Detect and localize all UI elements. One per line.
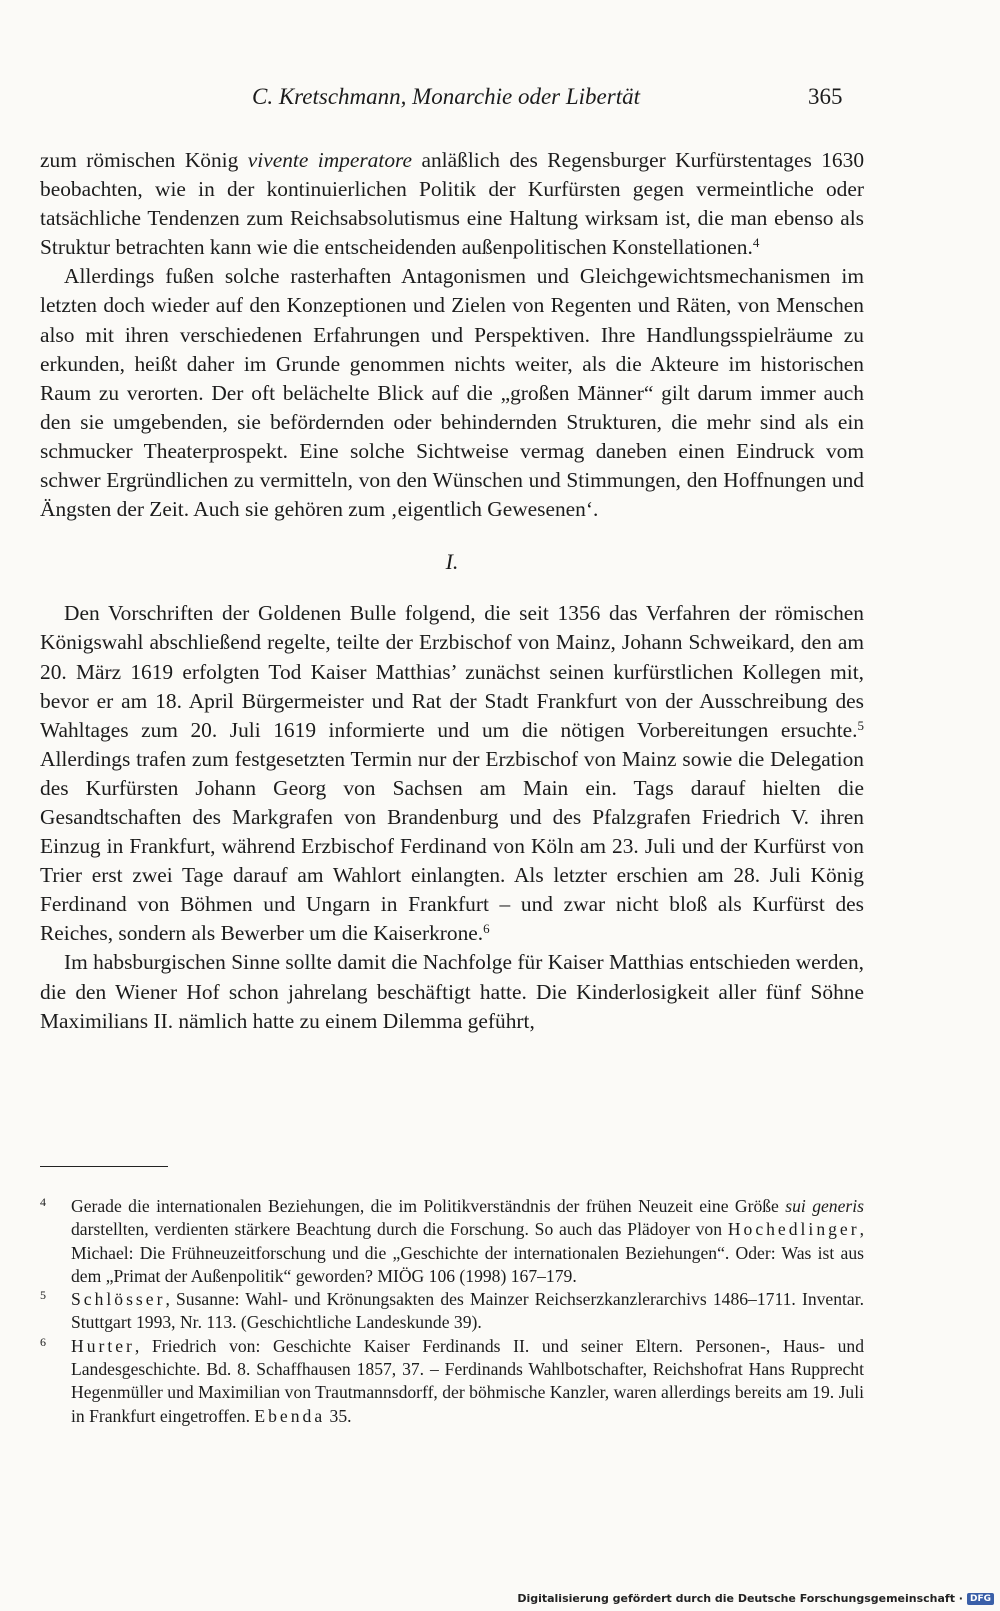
footnote-number: 6 xyxy=(40,1334,46,1349)
paragraph-4: Im habsburgischen Sinne sollte damit die Nachfolge für Kaiser Matthias entschieden werden, die den Wiener Hof schon jahrelang beschäftigt hatte. Die Kinderlosigkeit aller fünf Söhne Maximilians II. nämlich hatte zu einem Dilemma geführt, xyxy=(40,950,864,1033)
spaced-author-name: Schlösser xyxy=(71,1289,166,1310)
paragraph-3 xyxy=(40,599,864,948)
dfg-logo-icon: DFG xyxy=(967,1593,994,1605)
footnote-5 xyxy=(40,1288,864,1335)
paragraph-1 xyxy=(40,146,864,262)
text-run: 35. xyxy=(325,1405,352,1426)
footnote-separator xyxy=(40,1166,168,1167)
main-text xyxy=(40,146,864,1036)
text-run: zum römischen König xyxy=(40,148,248,172)
italic-phrase: sui generis xyxy=(785,1196,864,1216)
footnote-ref: 4 xyxy=(752,235,760,251)
footnote-number: 4 xyxy=(40,1195,46,1209)
digitization-credit xyxy=(517,1592,994,1605)
text-run: , Michael: Die Frühneuzeitforschung und die „Geschichte der internationalen Beziehungen“. Oder: Was ist aus dem „Primat der Außenpolitik“ geworden? MIÖG 106 (1998) 167–179. xyxy=(71,1219,864,1286)
footnote-ref: 6 xyxy=(483,921,490,937)
text-run: darstellten, verdienten stärkere Beachtung durch die Forschung. So auch das Plädoyer von xyxy=(71,1219,728,1240)
text-run: Den Vorschriften der Goldenen Bulle folgend, die seit 1356 das Verfahren der römischen Königswahl abschließend regelte, teilte der Erzbischof von Mainz, Johann Schweikard, den am 20. März 1619 erfolgten Tod Kaiser Matthias’ zunächst seinen kurfürstlichen Kollegen mit, bevor er am 18. April Bürgermeister und Rat der Stadt Frankfurt von der Ausschreibung des Wahltages zum 20. Juli 1619 informierte und um die nötigen Vorbereitungen ersuchte. xyxy=(40,601,864,742)
text-run: Gerade die internationalen Beziehungen, die im Politikverständnis der frühen Neuzeit eine Größe xyxy=(71,1196,786,1216)
text-run: , Friedrich von: Geschichte Kaiser Ferdinands II. und seiner Eltern. Personen-, Haus- und Landesgeschichte. Bd. 8. Schaffhausen 1857, 37. – Ferdinands Wahlbotschafter, Reichshofrat Hans Rupprecht Hegenmüller und Maximilian von Trautmannsdorff, der böhmische Kanzler, waren allerdings bereits am 19. Juli in Frankfurt eingetroffen. xyxy=(71,1335,864,1426)
paragraph-2: Allerdings fußen solche rasterhaften Antagonismen und Gleichgewichtsmechanismen im letzten doch wieder auf den Konzeptionen und Zielen von Regenten und Räten, von Menschen also mit ihren verschiedenen Erfahrungen und Perspektiven. Ihre Handlungsspielräume zu erkunden, heißt daher im Grunde genommen nichts weiter, als die Akteure im historischen Raum zu verorten. Der oft belächelte Blick auf die „großen Männer“ gilt darum immer auch den sie umgebenden, sie befördernden oder behindernden Strukturen, die mehr sind als ein schmucker Theaterprospekt. Eine solche Sichtweise vermag daneben einen Eindruck vom schwer Ergründlichen zu vermitteln, von den Wünschen und Stimmungen, den Hoffnungen und Ängsten der Zeit. Auch sie gehören zum ‚eigentlich Gewesenen‘. xyxy=(40,264,864,522)
credit-text: Digitalisierung gefördert durch die Deutsche Forschungsgemeinschaft · xyxy=(517,1592,963,1605)
spaced-author-name: Hurter xyxy=(71,1335,135,1356)
footnote-number: 5 xyxy=(40,1288,46,1303)
text-run: anläßlich des Regensburger Kurfürstentages 1630 beobachten, wie in der kontinuierlichen Politik der Kurfürsten gegen vermeintliche oder tatsächliche Tendenzen zum Reichsabsolutismus eine Haltung wirksam ist, die man ebenso als Struktur betrachten kann wie die entscheidenden außenpolitischen Konstellationen. xyxy=(40,148,865,260)
spaced-author-name: Hochedlinger xyxy=(727,1219,860,1240)
spaced-reference: Ebenda xyxy=(254,1405,326,1426)
running-header-title: C. Kretschmann, Monarchie oder Libertät xyxy=(252,84,640,109)
section-heading: I. xyxy=(445,549,459,575)
italic-phrase: vivente imperatore xyxy=(247,148,413,172)
footnote-ref: 5 xyxy=(857,717,864,733)
page-number: 365 xyxy=(808,84,843,109)
text-run: Allerdings trafen zum festgesetzten Termin nur der Erzbischof von Mainz sowie die Delegation des Kurfürsten Johann Georg von Sachsen am Main ein. Tags darauf hielten die Gesandtschaften des Markgrafen von Brandenburg und des Pfalzgrafen Friedrich V. ihren Einzug in Frankfurt, während Erzbischof Ferdinand von Köln am 23. Juli und der Kurfürst von Trier erst zwei Tage darauf am Wahlort einlangten. Als letzter erschien am 28. Juli König Ferdinand von Böhmen und Ungarn in Frankfurt – und zwar nicht bloß als Kurfürst des Reiches, sondern als Bewerber um die Kaiserkrone. xyxy=(40,746,864,946)
footnote-6 xyxy=(40,1335,864,1428)
footnotes xyxy=(40,1195,864,1428)
text-run: , Susanne: Wahl- und Krönungsakten des Mainzer Reichserzkanzlerarchivs 1486–1711. Inventar. Stuttgart 1993, Nr. 113. (Geschichtliche Landeskunde 39). xyxy=(71,1289,864,1333)
footnote-4 xyxy=(40,1195,864,1288)
